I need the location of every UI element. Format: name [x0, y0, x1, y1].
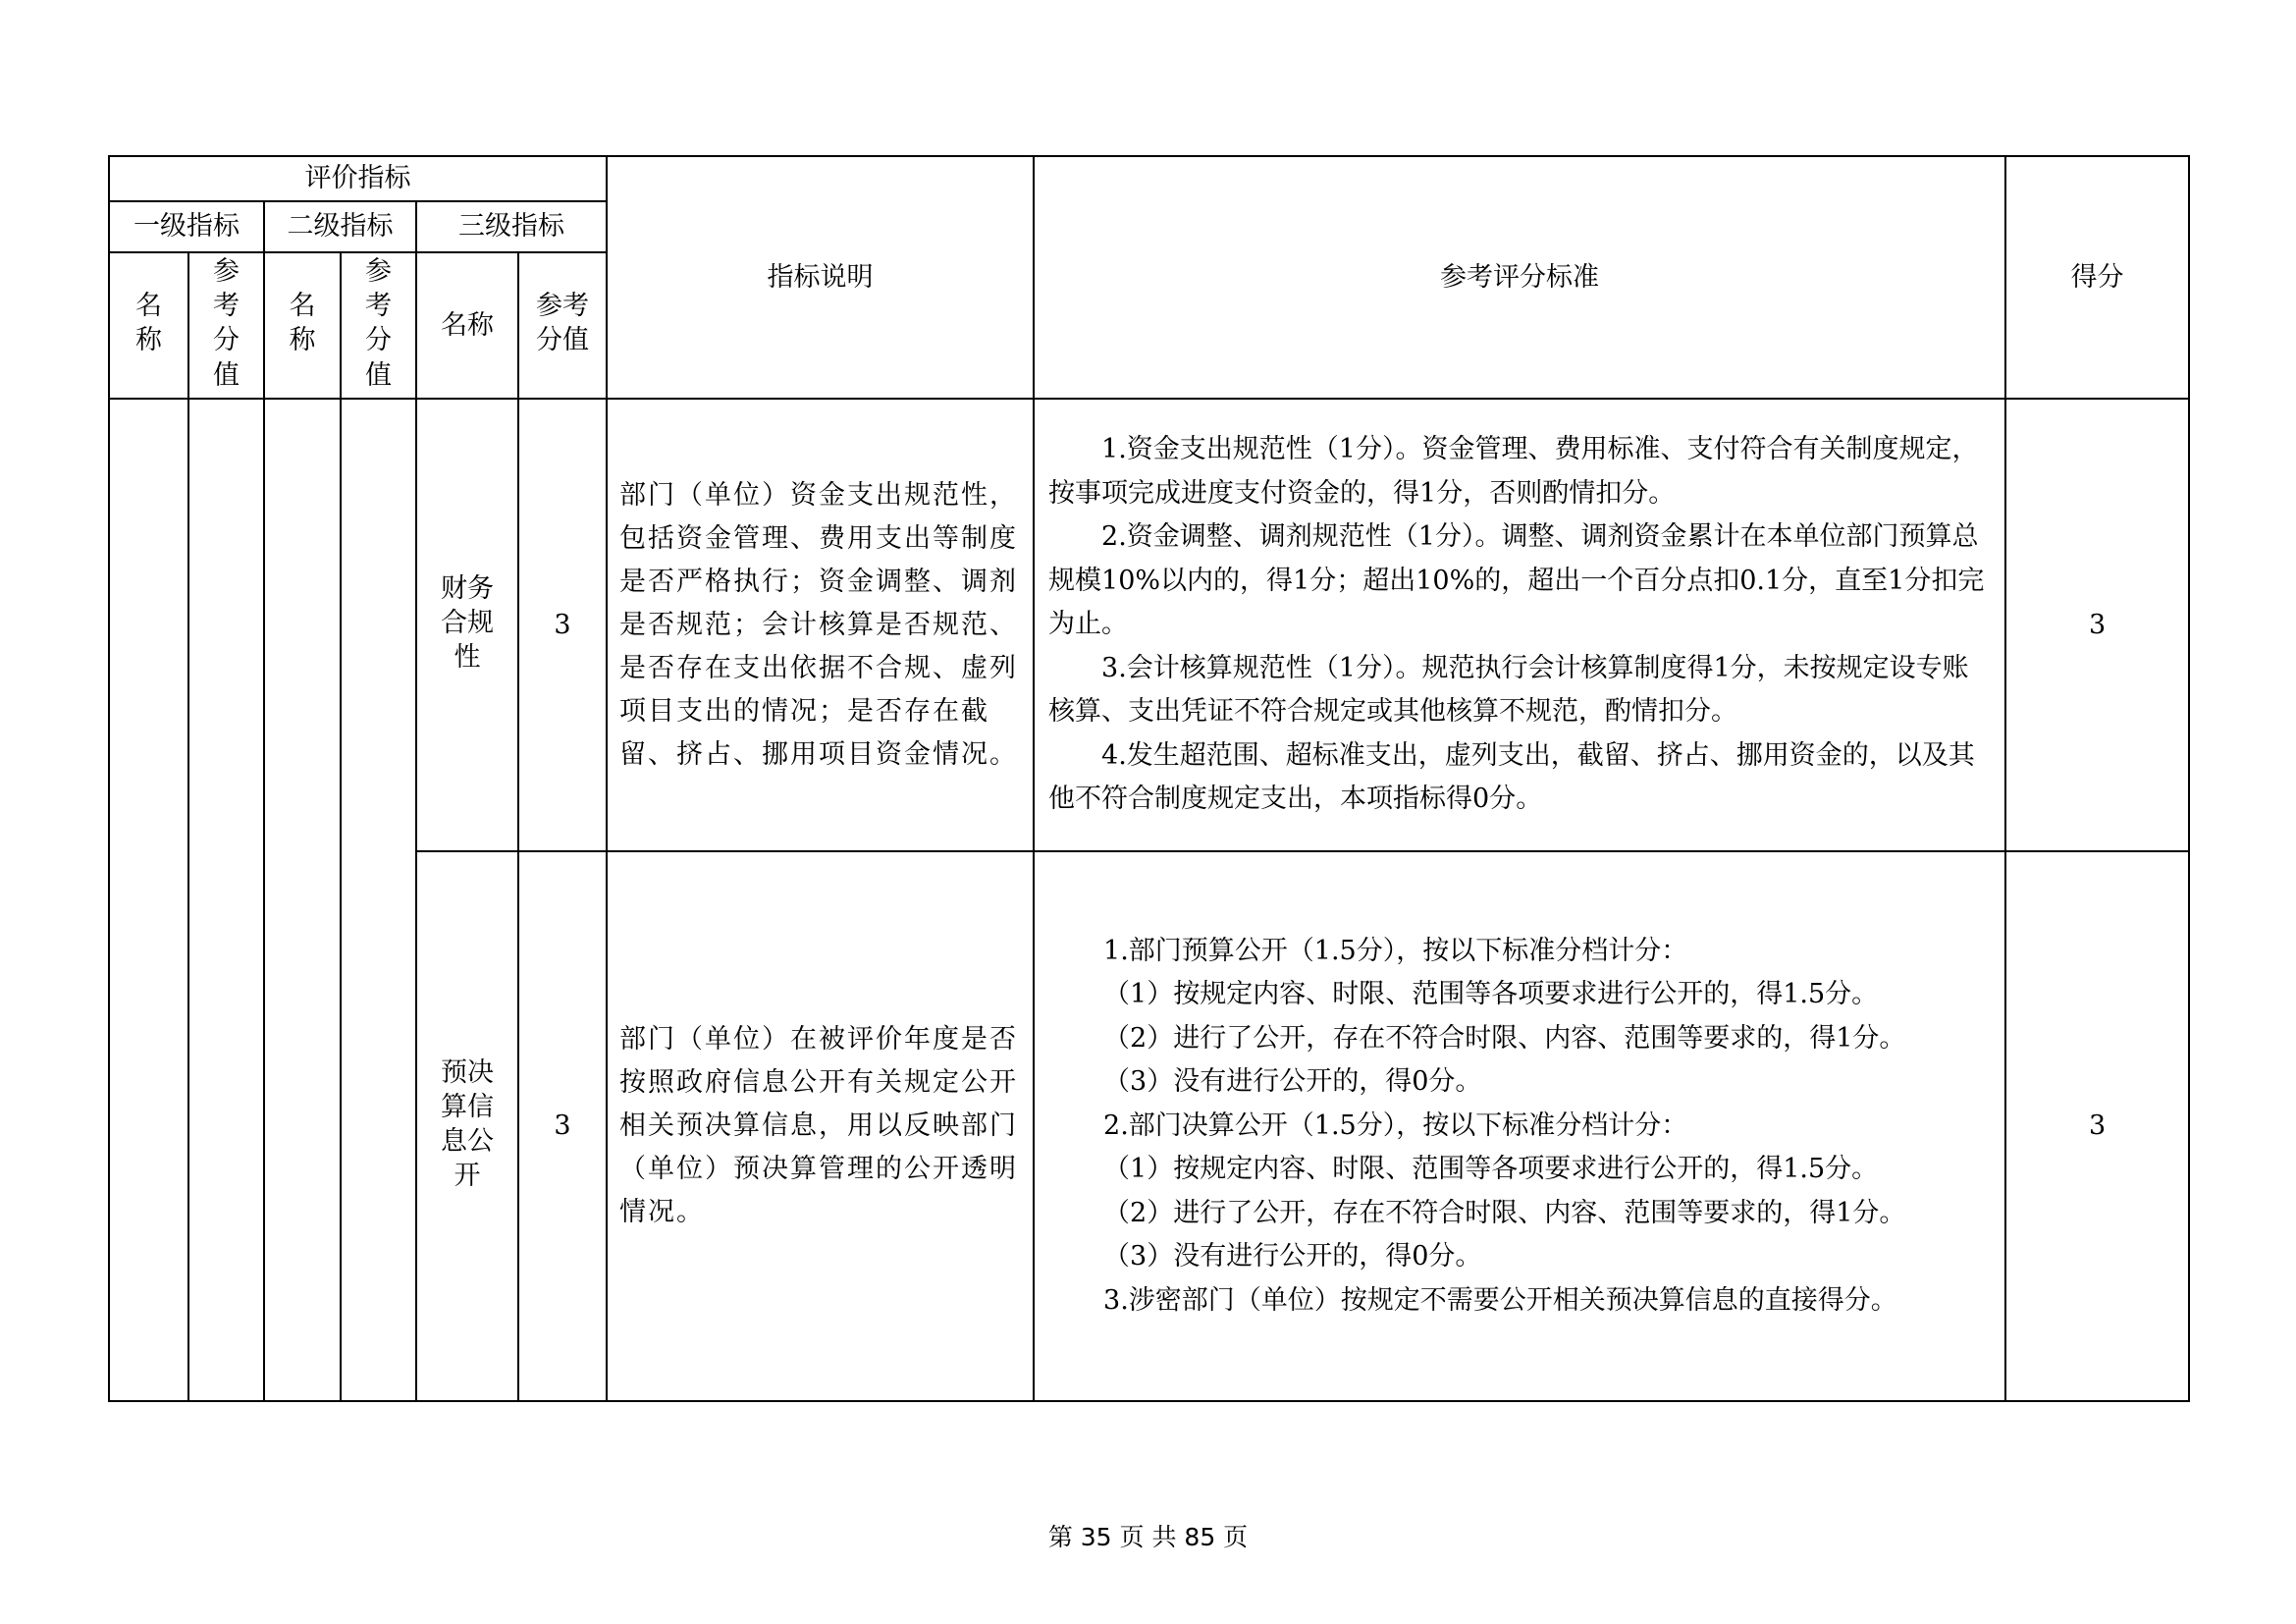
level1-score-cell: [188, 399, 264, 1401]
criteria-item: 2.部门决算公开（1.5分），按以下标准分档计分：: [1103, 1110, 1688, 1141]
header-criteria: 参考评分标准: [1034, 156, 2005, 399]
header-level2: 二级指标: [264, 201, 416, 252]
scoring-criteria: [1034, 399, 2005, 851]
criteria-item: 4.发生超范围、超标准支出，虚列支出，截留、挤占、挪用资金的，以及其他不符合制度规定支出，本项指标得0分。: [1048, 739, 1975, 815]
scoring-criteria: [1034, 851, 2005, 1401]
criteria-item: 1.资金支出规范性（1分）。资金管理、费用标准、支付符合有关制度规定，按事项完成进度支付资金的，得1分，否则酌情扣分。: [1048, 434, 1979, 509]
table-row: [109, 399, 2189, 851]
header-level1-ref-score: 参考分值: [188, 252, 264, 399]
criteria-item: 3.会计核算规范性（1分）。规范执行会计核算制度得1分，未按规定设专账核算、支出凭证不符合规定或其他核算不规范，酌情扣分。: [1048, 652, 1969, 728]
criteria-item: （1）按规定内容、时限、范围等各项要求进行公开的，得1.5分。: [1103, 1154, 1879, 1185]
table-row: [109, 851, 2189, 1401]
criteria-item: （2）进行了公开，存在不符合时限、内容、范围等要求的，得1分。: [1103, 1022, 1906, 1054]
header-level1-name: 名称: [109, 252, 188, 399]
indicator-description: 部门（单位）资金支出规范性，包括资金管理、费用支出等制度是否严格执行；资金调整、调剂是否规范；会计核算是否规范、是否存在支出依据不合规、虚列项目支出的情况；是否存在截留、挤占、挪用项目资金情况。: [607, 399, 1034, 851]
header-level1: 一级指标: [109, 201, 264, 252]
indicator-name: 财务合规性: [416, 399, 518, 851]
header-level2-ref-score: 参考分值: [341, 252, 416, 399]
page-footer: 第 35 页 共 85 页: [1047, 1523, 1249, 1551]
level1-name-cell: [109, 399, 188, 1401]
indicator-description: 部门（单位）在被评价年度是否按照政府信息公开有关规定公开相关预决算信息，用以反映部门（单位）预决算管理的公开透明情况。: [607, 851, 1034, 1401]
header-level3-name: 名称: [416, 252, 518, 399]
criteria-item: （2）进行了公开，存在不符合时限、内容、范围等要求的，得1分。: [1103, 1197, 1906, 1228]
score-value: 3: [2005, 851, 2189, 1401]
header-score: 得分: [2005, 156, 2189, 399]
header-level3: 三级指标: [416, 201, 607, 252]
header-eval-indicators: 评价指标: [109, 156, 607, 201]
criteria-item: （3）没有进行公开的，得0分。: [1103, 1066, 1482, 1098]
indicator-ref-score: 3: [518, 399, 607, 851]
header-level2-name: 名称: [264, 252, 341, 399]
criteria-item: （3）没有进行公开的，得0分。: [1103, 1241, 1482, 1272]
evaluation-table: [108, 155, 2190, 1402]
indicator-name: 预决算信息公开: [416, 851, 518, 1401]
indicator-ref-score: 3: [518, 851, 607, 1401]
criteria-item: （1）按规定内容、时限、范围等各项要求进行公开的，得1.5分。: [1103, 979, 1879, 1010]
criteria-item: 1.部门预算公开（1.5分），按以下标准分档计分：: [1103, 935, 1688, 966]
criteria-item: 3.涉密部门（单位）按规定不需要公开相关预决算信息的直接得分。: [1103, 1284, 1897, 1316]
score-value: 3: [2005, 399, 2189, 851]
header-level3-ref-score: 参考分值: [518, 252, 607, 399]
criteria-item: 2.资金调整、调剂规范性（1分）。调整、调剂资金累计在本单位部门预算总规模10%以内的，得1分；超出10%的，超出一个百分点扣0.1分，直至1分扣完为止。: [1048, 521, 1985, 640]
header-description: 指标说明: [607, 156, 1034, 399]
level2-score-cell: [341, 399, 416, 1401]
level2-name-cell: [264, 399, 341, 1401]
